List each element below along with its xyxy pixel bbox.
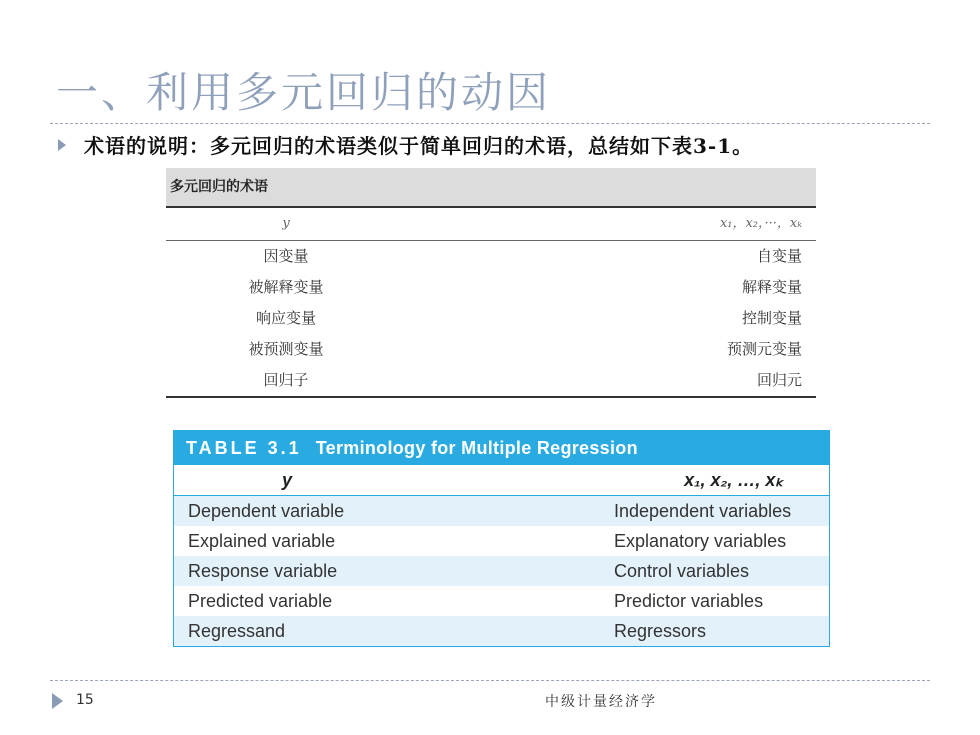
en-header-x: x₁, x₂, …, xₖ (684, 470, 783, 490)
table-cell: Regressand (188, 621, 286, 641)
footer-divider (50, 680, 930, 681)
en-table-label: TABLE 3.1 (186, 438, 302, 458)
cn-table-caption: 多元回归的术语 (166, 168, 816, 206)
bullet-text: 术语的说明：多元回归的术语类似于简单回归的术语，总结如下表3-1。 (84, 134, 754, 158)
table-cell: 解释变量 (741, 278, 802, 296)
table-row (174, 556, 829, 586)
en-table-title: Terminology for Multiple Regression (315, 438, 638, 458)
english-terminology-table (173, 430, 830, 647)
bullet-triangle-icon (58, 139, 66, 151)
table-cell: Response variable (188, 561, 338, 581)
table-cell: 响应变量 (255, 309, 316, 327)
footer-course-title: 中级计量经济学 (545, 694, 657, 710)
title-divider (50, 123, 930, 124)
slide-title: 一、利用多元回归的动因 (56, 68, 552, 117)
table-cell: 回归元 (756, 371, 802, 389)
table-cell: 被解释变量 (248, 278, 324, 296)
table-cell: 回归子 (263, 371, 309, 389)
bullet-point (58, 130, 958, 159)
cn-header-y: y (282, 216, 290, 231)
table-cell: 因变量 (263, 247, 309, 265)
table-cell: 自变量 (756, 247, 802, 265)
table-cell: Dependent variable (188, 501, 345, 521)
table-row (174, 616, 829, 646)
chinese-terminology-table (166, 168, 816, 398)
table-row (166, 303, 816, 334)
cn-table-header (166, 208, 816, 240)
table-row (166, 241, 816, 272)
table-cell: Regressors (614, 621, 707, 641)
cn-header-x: x₁，x₂，···，xₖ (719, 216, 802, 231)
table-cell: Predicted variable (188, 591, 333, 611)
table-cell: Explanatory variables (614, 531, 787, 551)
table-cell: Explained variable (188, 531, 336, 551)
table-row (166, 365, 816, 396)
en-table-header (174, 465, 829, 496)
table-row (166, 272, 816, 303)
footer-triangle-icon (52, 693, 63, 709)
table-cell: 预测元变量 (726, 340, 802, 358)
en-header-y: y (281, 470, 292, 490)
table-row (174, 526, 829, 556)
en-table-caption (174, 431, 829, 465)
table-cell: Control variables (614, 561, 750, 581)
table-row (174, 496, 829, 526)
table-cell: Independent variables (614, 501, 792, 521)
table-cell: Predictor variables (614, 591, 764, 611)
table-row (166, 334, 816, 365)
page-number: 15 (76, 692, 94, 708)
table-row (174, 586, 829, 616)
table-cell: 控制变量 (741, 309, 802, 327)
table-cell: 被预测变量 (248, 340, 324, 358)
